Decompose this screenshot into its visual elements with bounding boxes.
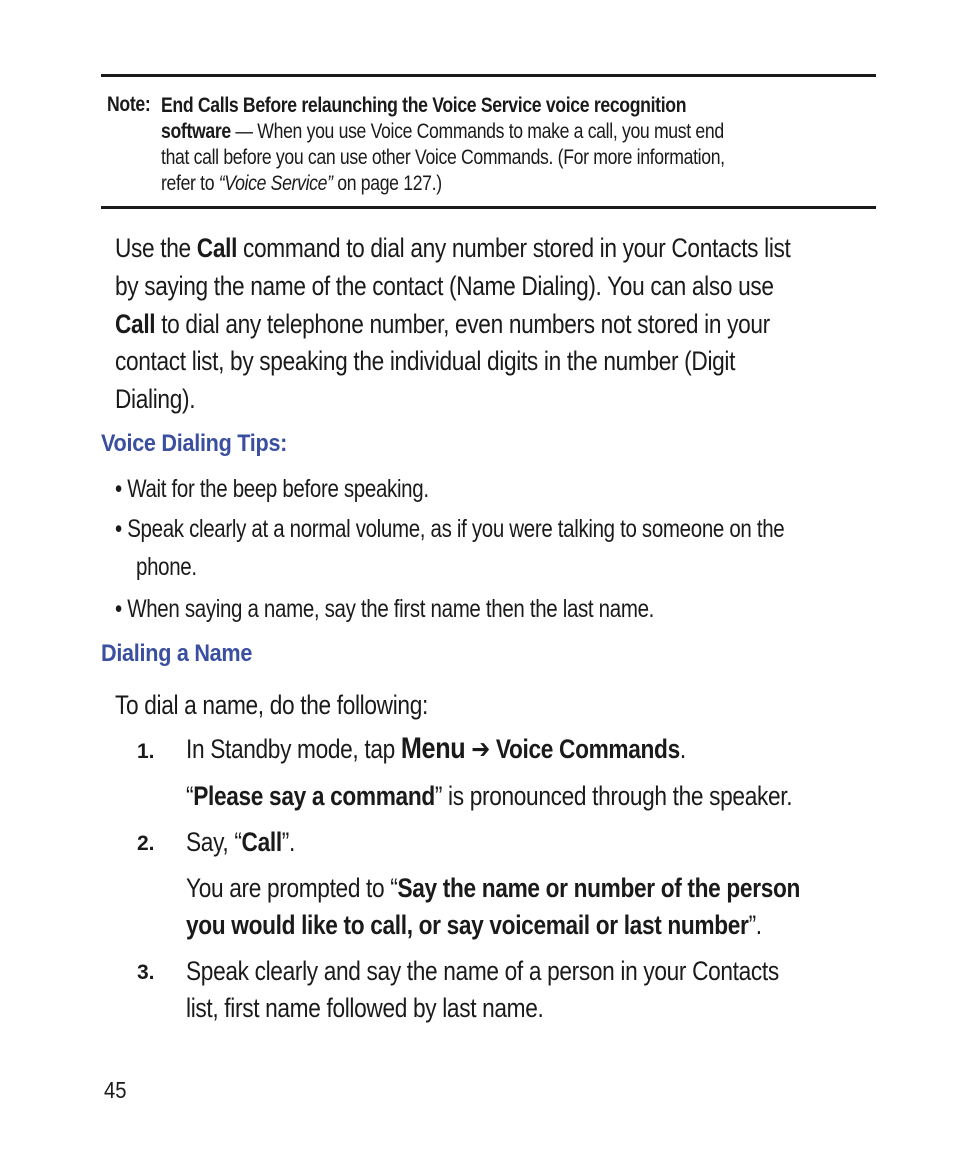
step-2-text xyxy=(186,823,295,861)
tip-bullet-2: • Speak clearly at a normal volume, as if you were talking to someone on the xyxy=(115,515,785,543)
note-line-2 xyxy=(161,119,871,145)
step-1-text xyxy=(186,730,686,768)
call-command: Call xyxy=(115,309,156,339)
section-heading-tips: Voice Dialing Tips: xyxy=(101,430,288,457)
prompt-text: you would like to call, or say voicemail or last number xyxy=(186,910,749,940)
step-text: ”. xyxy=(281,827,295,857)
intro-line-1 xyxy=(115,229,791,267)
note-body-text-3: refer to xyxy=(161,172,219,195)
call-command: Call xyxy=(196,233,238,263)
step-text: ”. xyxy=(748,910,762,940)
intro-line-2: by saying the name of the contact (Name Dialing). You can also use xyxy=(115,271,774,301)
note-line-4 xyxy=(161,171,871,197)
voice-commands-label: Voice Commands xyxy=(495,734,680,764)
note-body xyxy=(161,93,871,197)
note-title: End Calls Before relaunching the Voice Service voice recognition xyxy=(161,94,687,117)
intro-text: command to dial any number stored in your Contacts list xyxy=(237,233,791,263)
step-1-subtext xyxy=(186,777,792,815)
menu-key-label: Menu xyxy=(400,732,466,765)
intro-text: to dial any telephone number, even numbers not stored in your xyxy=(155,309,770,339)
tip-bullet-1: • Wait for the beep before speaking. xyxy=(115,475,429,503)
step-3-number: 3. xyxy=(137,961,155,984)
step-2-number: 2. xyxy=(137,832,155,855)
step-text: . xyxy=(679,734,686,764)
tip-bullet-2-cont: phone. xyxy=(136,553,197,581)
dialing-intro: To dial a name, do the following: xyxy=(115,690,428,720)
note-body-text-2: that call before you can use other Voice Commands. (For more information, xyxy=(161,146,725,169)
intro-text: Use the xyxy=(115,233,197,263)
arrow-icon: ➔ xyxy=(465,734,496,764)
tip-bullet-3: • When saying a name, say the first name then the last name. xyxy=(115,595,655,623)
call-command: Call xyxy=(241,827,282,857)
intro-line-5: Dialing). xyxy=(115,384,196,414)
note-body-text-4: on page 127.) xyxy=(332,172,442,195)
step-3-line-2: list, first name followed by last name. xyxy=(186,993,544,1023)
step-3-line-1: Speak clearly and say the name of a person in your Contacts xyxy=(186,956,779,986)
note-label: Note: xyxy=(107,93,151,116)
section-heading-dialing: Dialing a Name xyxy=(101,640,253,667)
intro-line-3 xyxy=(115,305,770,343)
step-text: In Standby mode, tap xyxy=(186,734,401,764)
note-box xyxy=(101,74,876,209)
note-body-text-1: — When you use Voice Commands to make a call, you must end xyxy=(230,120,724,143)
step-text: ” is pronounced through the speaker. xyxy=(434,781,793,811)
step-1-number: 1. xyxy=(137,740,155,763)
prompt-text: Say the name or number of the person xyxy=(397,873,801,903)
step-text: “ xyxy=(186,781,194,811)
step-text: Say, “ xyxy=(186,827,242,857)
note-title-end: software xyxy=(161,120,231,143)
step-text: You are prompted to “ xyxy=(186,873,398,903)
step-2-subtext-1 xyxy=(186,869,800,907)
page-number: 45 xyxy=(104,1077,127,1103)
intro-line-4: contact list, by speaking the individual digits in the number (Digit xyxy=(115,346,736,376)
prompt-text: Please say a command xyxy=(193,781,435,811)
step-2-subtext-2 xyxy=(186,906,762,944)
note-cross-reference[interactable]: “Voice Service” xyxy=(218,172,333,195)
